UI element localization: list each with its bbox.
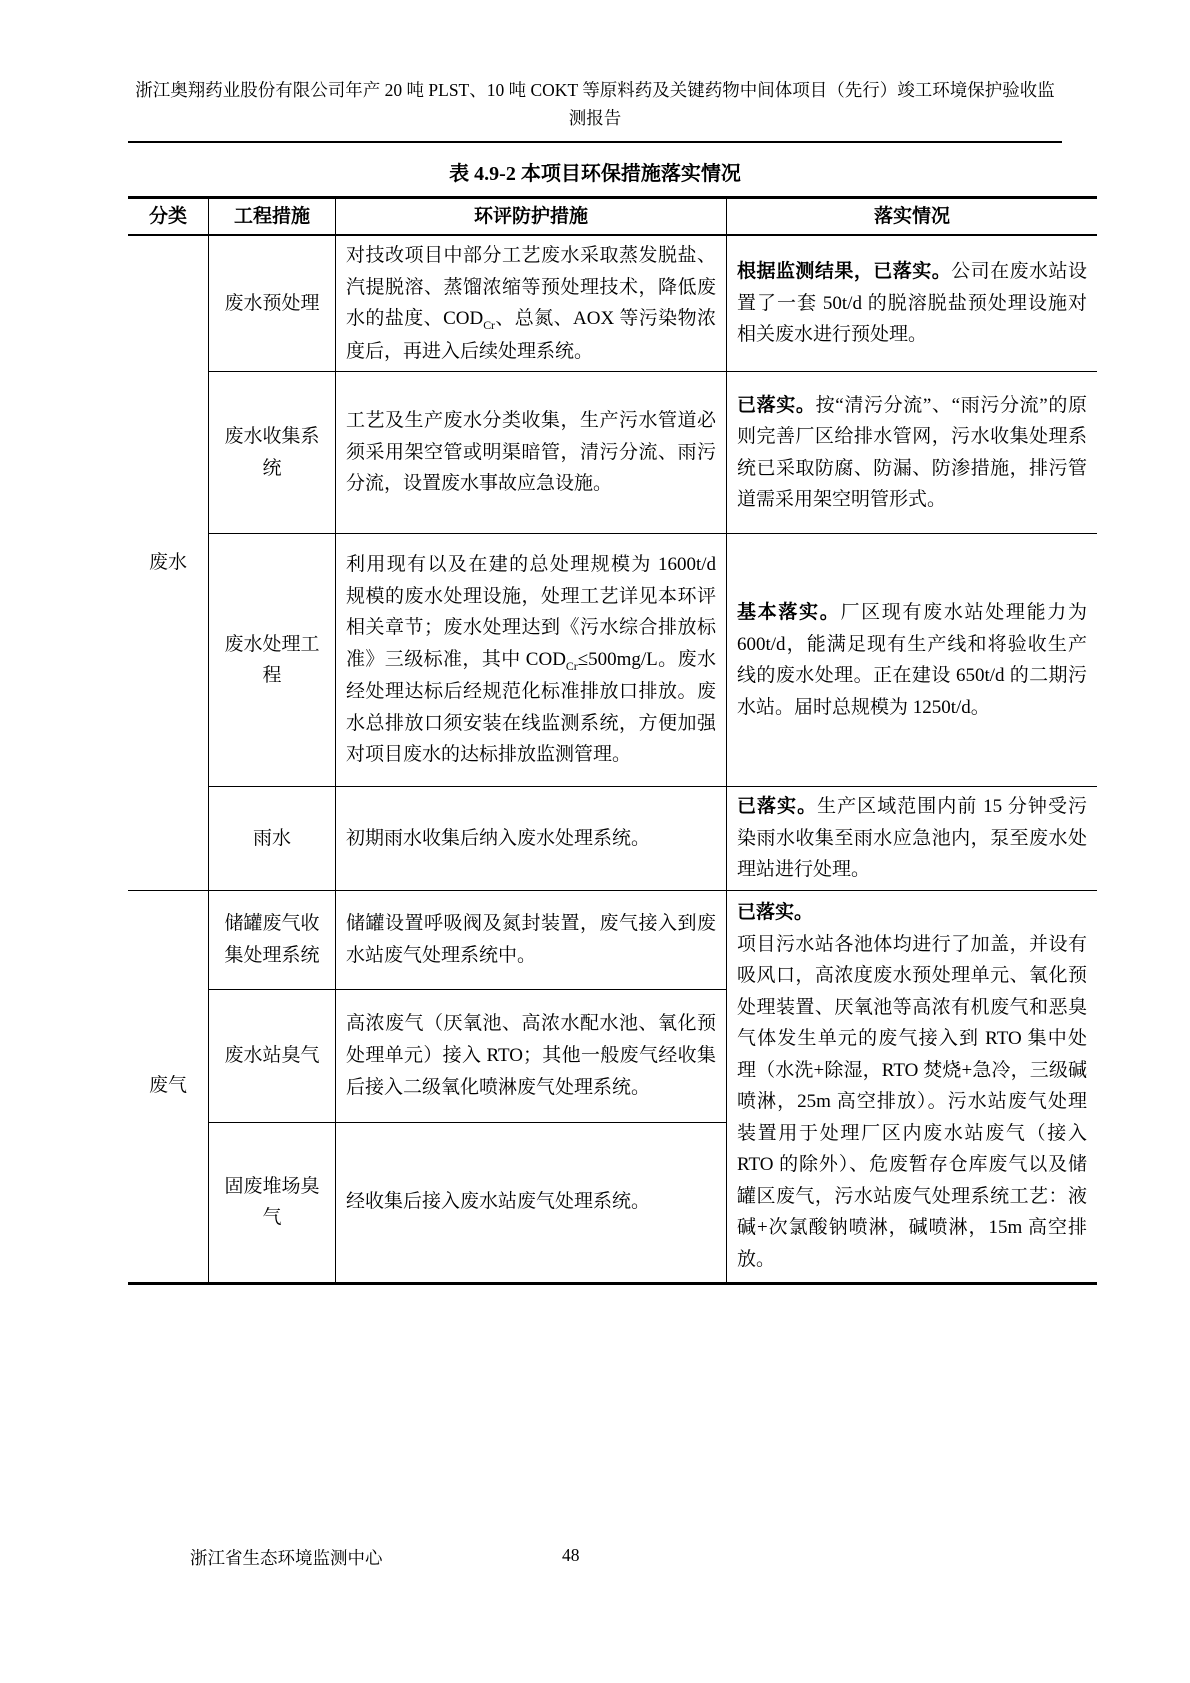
table-header-row (128, 197, 1097, 235)
cell-r4-status (727, 787, 1098, 891)
r3-eia-post: ≤500mg/L。废水经处理达标后经规范化标准排放口排放。废水总排放口须安装在线监测系统，方便加强对项目废水的达标排放监测管理。 (346, 648, 716, 766)
r1-status-bold: 根据监测结果，已落实。 (737, 261, 952, 283)
cell-r4-measure: 雨水 (209, 787, 336, 891)
r3-status-bold: 基本落实。 (737, 602, 841, 624)
r1-eia-pre: 对技改项目中部分工艺废水采取蒸发脱盐、汽提脱溶、蒸馏浓缩等预处理技术，降低废水的盐度、COD (346, 245, 716, 330)
page-content (128, 0, 1087, 1285)
environmental-measures-table (128, 196, 1097, 1285)
r1-eia-post: 、总氮、AOX 等污染物浓度后，再进入后续处理系统。 (346, 308, 716, 362)
cell-r4-eia: 初期雨水收集后纳入废水处理系统。 (336, 787, 727, 891)
table-row (128, 534, 1097, 787)
r4-status-text: 生产区域范围内前 15 分钟受污染雨水收集至雨水应急池内，泵至废水处理站进行处理。 (737, 796, 1087, 881)
cell-r3-eia (336, 534, 727, 787)
cell-r3-status (727, 534, 1098, 787)
cell-r3-measure: 废水处理工程 (209, 534, 336, 787)
gas-status-text: 项目污水站各池体均进行了加盖，并设有吸风口，高浓度废水预处理单元、氧化预处理装置、厌氧池等高浓有机废气和恶臭气体发生单元的废气接入到 RTO 集中处理（水洗+除湿，RTO 焚烧+急冷，三级碱喷淋，25m 高空排放）。污水站废气处理装置用于处理厂区内废水站废气（接入 RTO 的除外）、危废暂存仓库废气以及储罐区废气，污水站废气处理系统工艺：液碱+次氯酸钠喷淋，碱喷淋，15m 高空排放。 (737, 933, 1087, 1270)
cell-category-gas: 废气 (128, 890, 209, 1283)
cell-r1-eia (336, 235, 727, 371)
cell-r5-measure: 储罐废气收集处理系统 (209, 890, 336, 989)
document-header-text: 浙江奥翔药业股份有限公司年产 20 吨 PLST、10 吨 COKT 等原料药及关键药物中间体项目（先行）竣工环境保护验收监测报告 (135, 80, 1055, 129)
r4-status-bold: 已落实。 (737, 796, 818, 818)
cell-category-wastewater: 废水 (128, 235, 209, 890)
footer-page-number: 48 (562, 1545, 580, 1565)
cell-r7-eia: 经收集后接入废水站废气处理系统。 (336, 1122, 727, 1283)
cell-r7-measure: 固废堆场臭气 (209, 1122, 336, 1283)
header-measure: 工程措施 (209, 197, 336, 235)
header-eia: 环评防护措施 (336, 197, 727, 235)
r1-eia-subscript: Cr (483, 319, 495, 333)
r1-status-text: 公司在废水站设置了一套 50t/d 的脱溶脱盐预处理设施对相关废水进行预处理。 (737, 261, 1087, 346)
r3-eia-subscript: Cr (565, 659, 578, 673)
r3-eia-pre: 利用现有以及在建的总处理规模为 1600t/d 规模的废水处理设施，处理工艺详见本环评相关章节；废水处理达到《污水综合排放标准》三级标准，其中 COD (346, 554, 716, 670)
cell-r5-eia: 储罐设置呼吸阀及氮封装置，废气接入到废水站废气处理系统中。 (336, 890, 727, 989)
footer-organization: 浙江省生态环境监测中心 (190, 1548, 383, 1568)
table-title: 表 4.9-2 本项目环保措施落实情况 (449, 162, 741, 185)
header-category: 分类 (128, 197, 209, 235)
cell-r2-status (727, 372, 1098, 534)
header-status: 落实情况 (727, 197, 1098, 235)
table-row (128, 890, 1097, 989)
gas-status-bold: 已落实。 (737, 902, 814, 924)
cell-r2-eia: 工艺及生产废水分类收集，生产污水管道必须采用架空管或明渠暗管，清污分流、雨污分流，设置废水事故应急设施。 (336, 372, 727, 534)
cell-r6-eia: 高浓废气（厌氧池、高浓水配水池、氧化预处理单元）接入 RTO；其他一般废气经收集后接入二级氧化喷淋废气处理系统。 (336, 989, 727, 1122)
table-row (128, 787, 1097, 891)
cell-r1-measure: 废水预处理 (209, 235, 336, 371)
cell-r1-status (727, 235, 1098, 371)
table-row (128, 235, 1097, 371)
r3-status-text: 厂区现有废水站处理能力为 600t/d，能满足现有生产线和将验收生产线的废水处理。正在建设 650t/d 的二期污水站。届时总规模为 1250t/d。 (737, 602, 1087, 718)
cell-r6-measure: 废水站臭气 (209, 989, 336, 1122)
r2-status-bold: 已落实。 (737, 394, 816, 416)
r2-status-text: 按“清污分流”、“雨污分流”的原则完善厂区给排水管网，污水收集处理系统已采取防腐、防漏、防渗措施，排污管道需采用架空明管形式。 (737, 394, 1087, 511)
cell-r2-measure: 废水收集系统 (209, 372, 336, 534)
cell-gas-status (727, 890, 1098, 1283)
document-header (128, 0, 1062, 143)
table-row (128, 372, 1097, 534)
